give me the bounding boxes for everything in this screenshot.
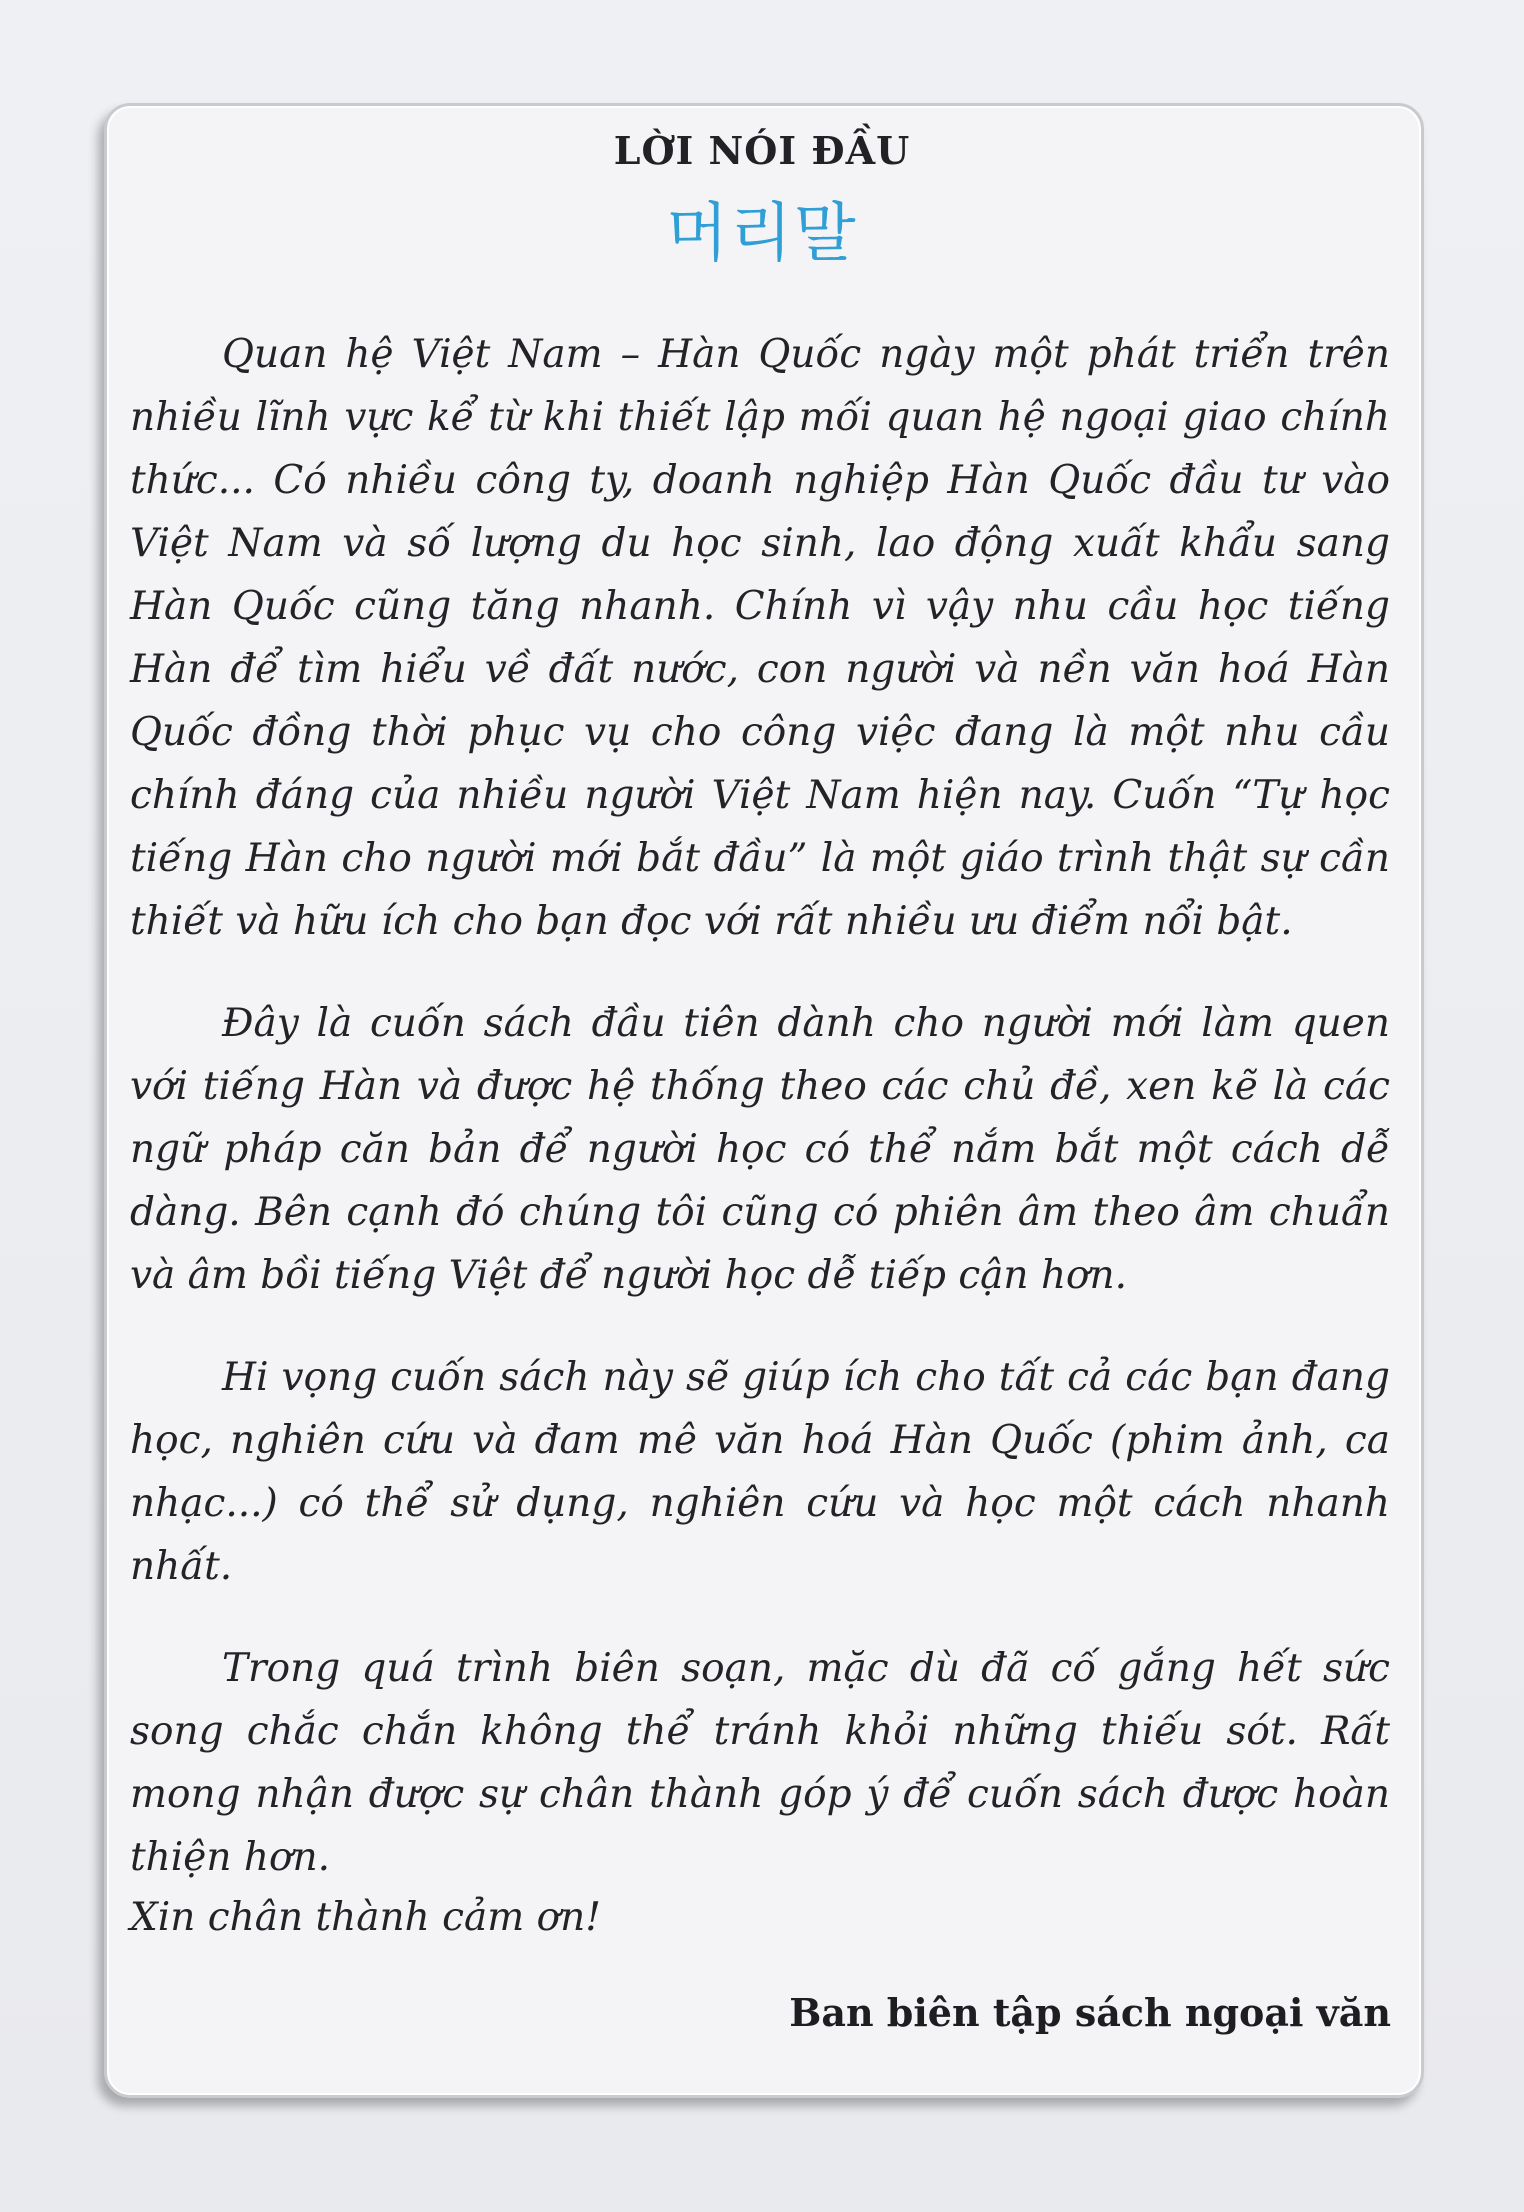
paragraph-2: Đây là cuốn sách đầu tiên dành cho người mới làm quen với tiếng Hàn và được hệ thống theo các chủ đề, xen kẽ là các ngữ pháp căn bản để người học có thể nắm bắt một cách dễ dàng. Bên cạnh đó chúng tôi cũng có phiên âm theo âm chuẩn và âm bồi tiếng Việt để người học dễ tiếp cận hơn. <box>130 1001 1390 1298</box>
paragraph-3: Hi vọng cuốn sách này sẽ giúp ích cho tất cả các bạn đang học, nghiên cứu và đam mê văn hoá Hàn Quốc (phim ảnh, ca nhạc...) có thể sử dụng, nghiên cứu và học một cách nhanh nhất. <box>130 1355 1390 1589</box>
page-title: LỜI NÓI ĐẦU <box>613 128 911 173</box>
closing-line: Xin chân thành cảm ơn! <box>130 1895 601 1940</box>
signature: Ban biên tập sách ngoại văn <box>789 1990 1391 2035</box>
paragraph-4: Trong quá trình biên soạn, mặc dù đã cố gắng hết sức song chắc chắn không thể tránh khỏi những thiếu sót. Rất mong nhận được sự chân thành góp ý để cuốn sách được hoàn thiện hơn. <box>130 1646 1390 1880</box>
paragraph-1: Quan hệ Việt Nam – Hàn Quốc ngày một phát triển trên nhiều lĩnh vực kể từ khi thiết lập mối quan hệ ngoại giao chính thức... Có nhiều công ty, doanh nghiệp Hàn Quốc đầu tư vào Việt Nam và số lượng du học sinh, lao động xuất khẩu sang Hàn Quốc cũng tăng nhanh. Chính vì vậy nhu cầu học tiếng Hàn để tìm hiểu về đất nước, con người và nền văn hoá Hàn Quốc đồng thời phục vụ cho công việc đang là một nhu cầu chính đáng của nhiều người Việt Nam hiện nay. Cuốn “Tự học tiếng Hàn cho người mới bắt đầu” là một giáo trình thật sự cần thiết và hữu ích cho bạn đọc với rất nhiều ưu điểm nổi bật. <box>130 332 1390 944</box>
page-subtitle-korean: 머리말 <box>666 197 858 271</box>
preface-body <box>130 323 1390 1947</box>
